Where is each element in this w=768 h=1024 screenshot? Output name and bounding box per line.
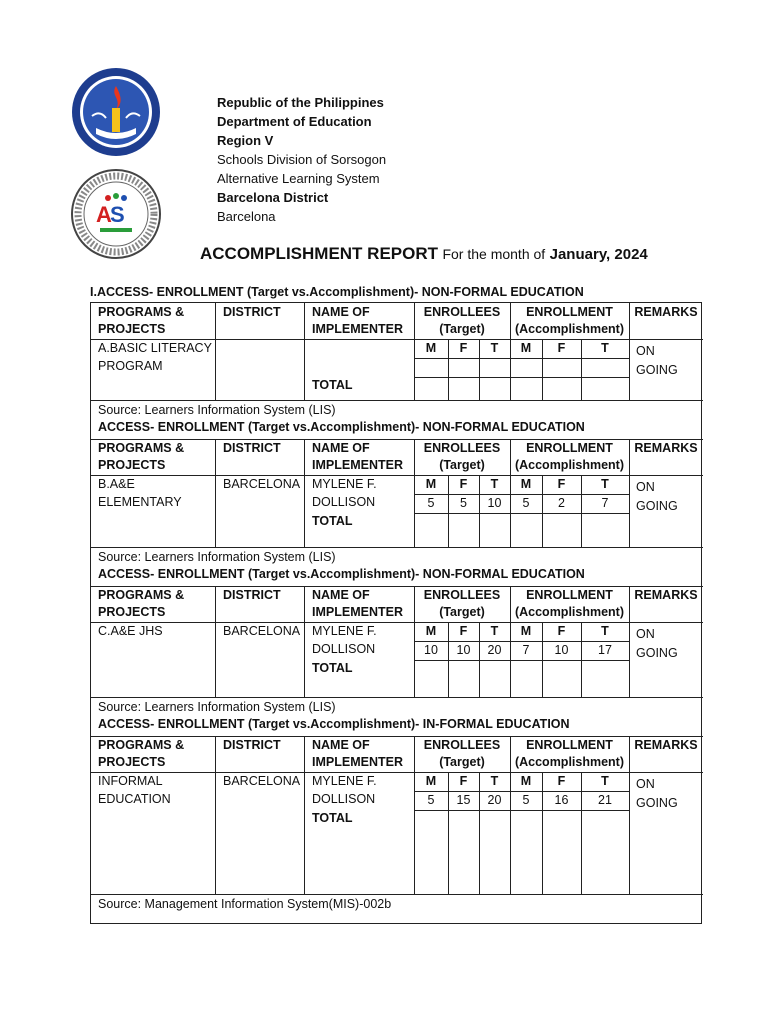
col-subheader-m: M	[425, 477, 437, 491]
remarks-value: ON	[636, 627, 655, 641]
implementer-name: MYLENE F.	[312, 477, 377, 491]
col-header-implementer: IMPLEMENTER	[312, 605, 403, 619]
cell-value: 7	[601, 496, 609, 510]
header-division: Schools Division of Sorsogon	[217, 152, 387, 167]
report-title	[200, 244, 648, 264]
col-subheader-m: M	[425, 341, 437, 355]
col-subheader-t: T	[490, 624, 499, 638]
col-header-remarks: REMARKS	[634, 305, 698, 319]
report-title-main: ACCOMPLISHMENT REPORT	[200, 244, 438, 263]
table-row-divider	[91, 547, 703, 548]
col-header-enrollment: ENROLLMENT	[526, 441, 613, 455]
col-header-remarks: REMARKS	[634, 738, 698, 752]
source-note: Source: Learners Information System (LIS)	[98, 550, 336, 564]
col-header-implementer: IMPLEMENTER	[312, 322, 403, 336]
table-row-divider	[414, 377, 629, 378]
district-name: BARCELONA	[223, 774, 301, 788]
table-row-divider	[414, 810, 629, 811]
col-header-programs: PROJECTS	[98, 458, 166, 472]
col-subheader-t: T	[601, 774, 609, 788]
cell-value: 5	[427, 496, 435, 510]
col-header-implementer: NAME OF	[312, 441, 370, 455]
total-label: TOTAL	[312, 811, 353, 825]
table-column-divider	[215, 586, 216, 697]
col-subheader-f: F	[459, 477, 468, 491]
col-header-programs: PROJECTS	[98, 605, 166, 619]
col-header-district: DISTRICT	[223, 588, 281, 602]
cell-value: 5	[522, 496, 530, 510]
col-header-programs: PROJECTS	[98, 755, 166, 769]
total-label: TOTAL	[312, 661, 353, 675]
col-subheader-f: F	[459, 341, 468, 355]
header-program: Alternative Learning System	[217, 171, 380, 186]
cell-value: 20	[487, 793, 502, 807]
col-header-enrollees: ENROLLEES	[423, 588, 501, 602]
section-heading: ACCESS- ENROLLMENT (Target vs.Accomplishment)- IN-FORMAL EDUCATION	[98, 717, 570, 731]
header-town: Barcelona	[217, 209, 276, 224]
col-subheader-m: M	[425, 624, 437, 638]
district-name: BARCELONA	[223, 477, 301, 491]
table-row-divider	[91, 894, 703, 895]
col-subheader-t: T	[601, 477, 609, 491]
col-header-programs: PROGRAMS &	[98, 441, 185, 455]
col-header-remarks: REMARKS	[634, 441, 698, 455]
col-subheader-f: F	[459, 774, 468, 788]
col-subheader-t: T	[601, 341, 609, 355]
col-subheader-f: F	[557, 341, 566, 355]
report-month: January, 2024	[549, 246, 648, 263]
col-header-enrollees: ENROLLEES	[423, 738, 501, 752]
col-subheader-t: T	[490, 774, 499, 788]
table-row-divider	[414, 358, 629, 359]
col-header-programs: PROGRAMS &	[98, 305, 185, 319]
cell-value: 10	[487, 496, 502, 510]
col-header-implementer: IMPLEMENTER	[312, 755, 403, 769]
col-subheader-f: F	[459, 624, 468, 638]
implementer-name: MYLENE F.	[312, 624, 377, 638]
col-subheader-t: T	[601, 624, 609, 638]
implementer-name: DOLLISON	[312, 495, 376, 509]
header-republic: Republic of the Philippines	[217, 95, 384, 110]
deped-seal-logo	[70, 66, 162, 158]
remarks-value: GOING	[636, 363, 678, 377]
cell-value: 20	[487, 643, 502, 657]
remarks-value: GOING	[636, 796, 678, 810]
table-row-divider	[91, 697, 703, 698]
cell-value: 16	[554, 793, 569, 807]
col-header-enrollees: ENROLLEES	[423, 441, 501, 455]
cell-value: 2	[558, 496, 565, 510]
report-month-label: For the month of	[442, 246, 546, 262]
header-region: Region V	[217, 133, 274, 148]
program-name: A.BASIC LITERACY	[98, 341, 212, 355]
svg-text:A: A	[96, 202, 112, 227]
col-header-enrollees: (Target)	[439, 605, 485, 619]
table-column-divider	[304, 586, 305, 697]
col-header-programs: PROGRAMS &	[98, 738, 185, 752]
col-header-enrollment: ENROLLMENT	[526, 738, 613, 752]
cell-value: 5	[460, 496, 467, 510]
implementer-name: DOLLISON	[312, 642, 376, 656]
total-label: TOTAL	[312, 378, 353, 392]
program-name: PROGRAM	[98, 359, 163, 373]
program-name: B.A&E	[98, 477, 135, 491]
cell-value: 17	[598, 643, 612, 657]
implementer-name: DOLLISON	[312, 792, 376, 806]
table-row-divider	[414, 513, 629, 514]
cell-value: 10	[554, 643, 569, 657]
total-label: TOTAL	[312, 514, 353, 528]
cell-value: 10	[424, 643, 438, 657]
remarks-value: ON	[636, 777, 655, 791]
col-subheader-f: F	[557, 477, 566, 491]
col-header-enrollment: (Accomplishment)	[514, 605, 625, 619]
cell-value: 21	[598, 793, 612, 807]
remarks-value: GOING	[636, 499, 678, 513]
letterhead	[217, 93, 386, 226]
cell-value: 15	[456, 793, 471, 807]
col-header-remarks: REMARKS	[634, 588, 698, 602]
source-note: Source: Learners Information System (LIS)	[98, 403, 336, 417]
section-heading: I.ACCESS- ENROLLMENT (Target vs.Accomplishment)- NON-FORMAL EDUCATION	[90, 285, 584, 299]
remarks-value: GOING	[636, 646, 678, 660]
program-name: C.A&E JHS	[98, 624, 163, 638]
table-column-divider	[215, 303, 216, 400]
col-header-enrollees: (Target)	[439, 755, 485, 769]
district-name: BARCELONA	[223, 624, 301, 638]
table-column-divider	[215, 439, 216, 547]
col-header-enrollees: (Target)	[439, 458, 485, 472]
col-subheader-m: M	[520, 341, 532, 355]
col-header-district: DISTRICT	[223, 305, 281, 319]
remarks-value: ON	[636, 480, 655, 494]
table-row-divider	[414, 660, 629, 661]
header-district: Barcelona District	[217, 190, 329, 205]
cell-value: 7	[522, 643, 530, 657]
program-name: ELEMENTARY	[98, 495, 182, 509]
col-header-district: DISTRICT	[223, 738, 281, 752]
table-column-divider	[629, 736, 630, 894]
table-column-divider	[215, 736, 216, 894]
col-header-enrollment: (Accomplishment)	[514, 755, 625, 769]
col-header-implementer: NAME OF	[312, 738, 370, 752]
col-subheader-t: T	[490, 477, 499, 491]
col-subheader-f: F	[557, 774, 566, 788]
col-subheader-m: M	[520, 624, 532, 638]
col-header-district: DISTRICT	[223, 441, 281, 455]
col-header-implementer: IMPLEMENTER	[312, 458, 403, 472]
section-heading: ACCESS- ENROLLMENT (Target vs.Accomplishment)- NON-FORMAL EDUCATION	[98, 420, 585, 434]
col-subheader-m: M	[520, 774, 532, 788]
header-department: Department of Education	[217, 114, 372, 129]
table-column-divider	[542, 772, 543, 894]
svg-text:S: S	[110, 202, 125, 227]
col-subheader-f: F	[557, 624, 566, 638]
table-column-divider	[479, 772, 480, 894]
program-name: INFORMAL	[98, 774, 163, 788]
source-note: Source: Management Information System(MIS)-002b	[98, 897, 392, 911]
table-column-divider	[581, 772, 582, 894]
col-header-enrollees: ENROLLEES	[423, 305, 501, 319]
report-table	[90, 302, 702, 924]
cell-value: 5	[522, 793, 530, 807]
col-header-programs: PROGRAMS &	[98, 588, 185, 602]
table-column-divider	[304, 736, 305, 894]
col-header-programs: PROJECTS	[98, 322, 166, 336]
table-column-divider	[448, 772, 449, 894]
col-header-enrollment: ENROLLMENT	[526, 305, 613, 319]
source-note: Source: Learners Information System (LIS)	[98, 700, 336, 714]
table-column-divider	[304, 303, 305, 400]
implementer-name: MYLENE F.	[312, 774, 377, 788]
col-header-implementer: NAME OF	[312, 588, 370, 602]
col-subheader-t: T	[490, 341, 499, 355]
program-name: EDUCATION	[98, 792, 171, 806]
remarks-value: ON	[636, 344, 655, 358]
col-header-enrollment: (Accomplishment)	[514, 458, 625, 472]
table-row-divider	[91, 400, 703, 401]
col-subheader-m: M	[425, 774, 437, 788]
division-seal-logo	[70, 168, 162, 260]
cell-value: 10	[456, 643, 471, 657]
col-header-enrollees: (Target)	[439, 322, 485, 336]
col-header-enrollment: (Accomplishment)	[514, 322, 625, 336]
section-heading: ACCESS- ENROLLMENT (Target vs.Accomplishment)- NON-FORMAL EDUCATION	[98, 567, 585, 581]
col-header-enrollment: ENROLLMENT	[526, 588, 613, 602]
table-column-divider	[304, 439, 305, 547]
col-subheader-m: M	[520, 477, 532, 491]
cell-value: 5	[427, 793, 435, 807]
col-header-implementer: NAME OF	[312, 305, 370, 319]
